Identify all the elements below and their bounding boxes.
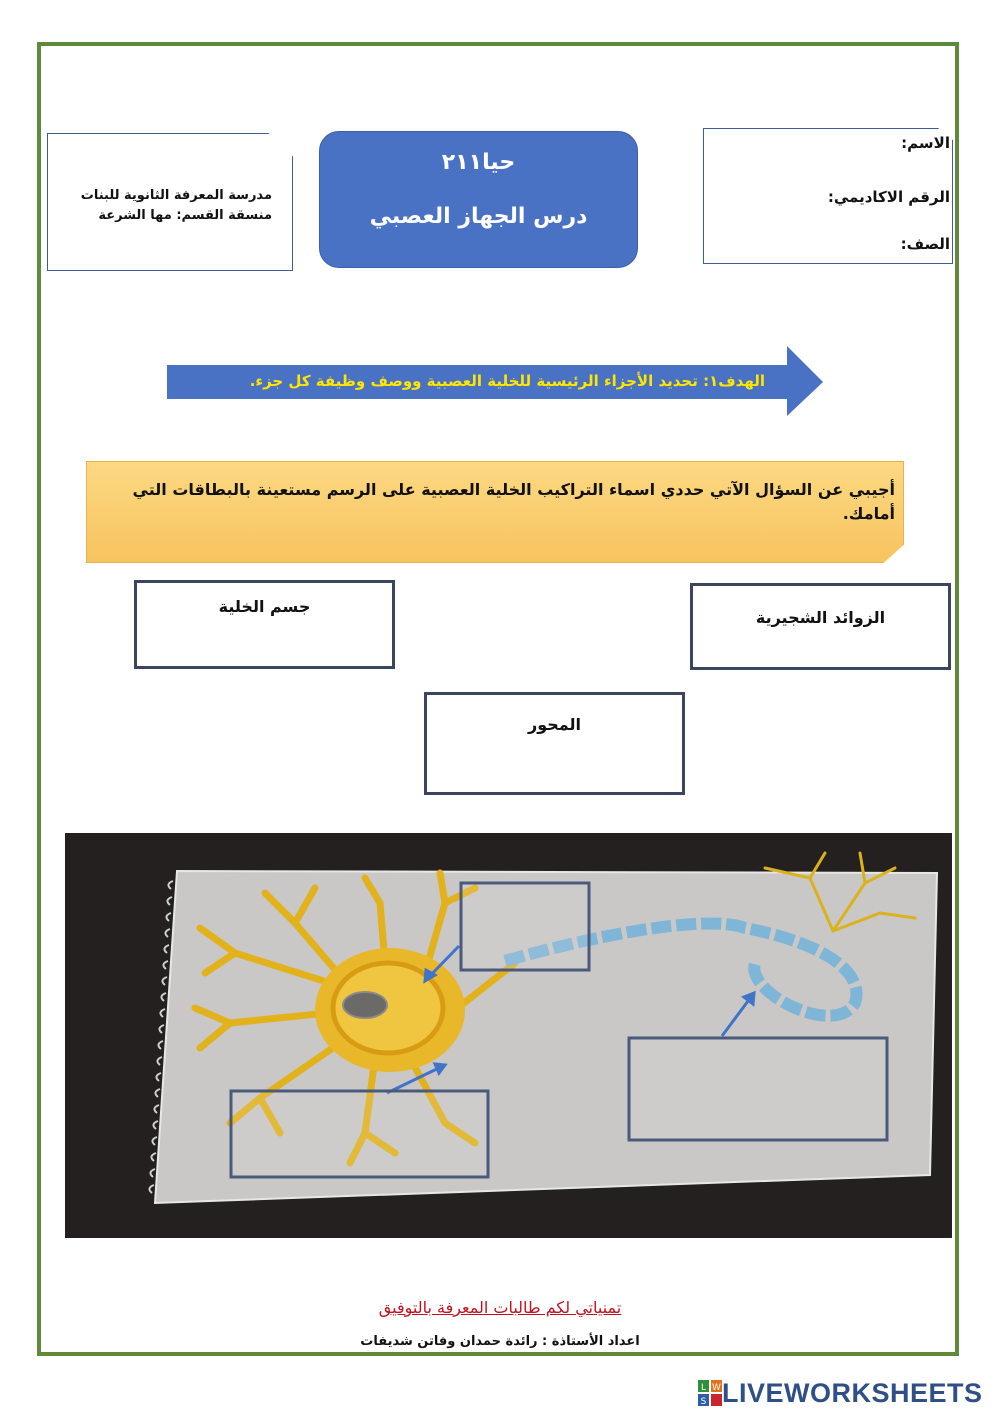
question-text: أجيبي عن السؤال الآتي حددي اسماء التراكيب الخلية العصبية على الرسم مستعينة بالبطاقات التي أمامك. — [132, 480, 895, 523]
logo-text: LIVEWORKSHEETS — [722, 1377, 983, 1408]
drop-box-axon[interactable] — [629, 1038, 887, 1140]
coordinator-name: منسقة القسم: مها الشرعة — [98, 208, 272, 223]
card-cell-body-label: جسم الخلية — [218, 597, 311, 616]
neuron-drawing-photo — [65, 833, 952, 1238]
goal-text: الهدف١: تحديد الأجزاء الرئيسية للخلية العصبية ووصف وظيفة كل جزء. — [249, 372, 765, 390]
name-label: الاسم: — [901, 134, 950, 152]
credits-text: اعداد الأستاذة : رائدة حمدان وفاتن شديفات — [360, 1334, 640, 1349]
card-axon-label: المحور — [528, 715, 581, 734]
drop-box-cell-body[interactable] — [461, 883, 589, 970]
liveworksheets-logo-icon — [698, 1380, 722, 1406]
liveworksheets-logo — [698, 1378, 983, 1408]
card-dendrites[interactable] — [690, 583, 951, 670]
logo-letter-l: L — [700, 1383, 707, 1393]
academic-number-label: الرقم الاكاديمي: — [827, 188, 950, 206]
card-dendrites-label: الزوائد الشجيرية — [755, 608, 886, 627]
card-axon[interactable] — [424, 692, 685, 795]
logo-letter-s: S — [700, 1397, 707, 1406]
class-label: الصف: — [900, 235, 950, 253]
logo-letter-w: W — [712, 1383, 721, 1393]
school-name: مدرسة المعرفة الثانوية للبنات — [80, 188, 272, 203]
drop-box-dendrites[interactable] — [231, 1091, 488, 1177]
neuron-illustration — [65, 833, 952, 1238]
wish-text: تمنياتي لكم طالبات المعرفة بالتوفيق — [378, 1298, 622, 1317]
course-code: حيا٢١١ — [441, 150, 516, 175]
card-cell-body[interactable] — [134, 580, 395, 669]
school-info-text — [60, 186, 272, 226]
lesson-title: درس الجهاز العصبي — [369, 204, 588, 229]
